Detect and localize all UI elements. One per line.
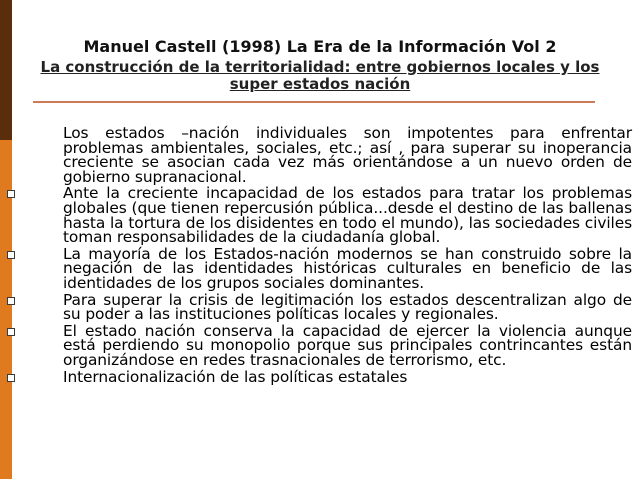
square-bullet-icon bbox=[7, 297, 15, 305]
slide-subtitle: La construcción de la territorialidad: entre gobiernos locales y los super estados nación bbox=[40, 58, 600, 93]
bullet-text: Ante la creciente incapacidad de los estados para tratar los problemas globales (que tienen repercusión pública...desde el destino de las ballenas hasta la tortura de los disidentes en todo el mundo), las sociedades civiles toman responsabilidades de la ciudadanía global. bbox=[63, 184, 632, 247]
bullet-text: La mayoría de los Estados-nación modernos se han construido sobre la negación de las identidades históricas culturales en beneficio de las identidades de los grupos sociales dominantes. bbox=[63, 244, 632, 292]
bullet-text: Los estados –nación individuales son impotentes para enfrentar problemas ambientales, sociales, etc.; así , para superar su inoperancia creciente se asocian cada vez más orientándose a un nuevo orden de gobierno supranacional. bbox=[63, 124, 632, 186]
sidebar-accent-top bbox=[0, 0, 12, 140]
square-bullet-icon bbox=[7, 374, 15, 382]
square-bullet-icon bbox=[7, 328, 15, 336]
bullet-item bbox=[0, 321, 638, 369]
bullet-text: El estado nación conserva la capacidad de ejercer la violencia aunque está perdiendo su monopolio porque sus principales contrincantes están organizándose en redes trasnacionales de terrorismo, etc. bbox=[63, 321, 632, 369]
bullet-item bbox=[0, 290, 638, 324]
bullet-text: Para superar la crisis de legitimación los estados descentralizan algo de su poder a las instituciones políticas locales y regionales. bbox=[63, 290, 632, 324]
bullet-list bbox=[0, 126, 638, 384]
bullet-item bbox=[0, 367, 638, 386]
title-divider bbox=[33, 101, 595, 103]
bullet-text: Internacionalización de las políticas estatales bbox=[63, 367, 408, 386]
bullet-item bbox=[0, 244, 638, 292]
bullet-item bbox=[0, 184, 638, 247]
bullet-item bbox=[0, 126, 638, 184]
square-bullet-icon bbox=[7, 190, 15, 198]
square-bullet-icon bbox=[7, 251, 15, 259]
slide-title: Manuel Castell (1998) La Era de la Información Vol 2 bbox=[83, 37, 557, 56]
